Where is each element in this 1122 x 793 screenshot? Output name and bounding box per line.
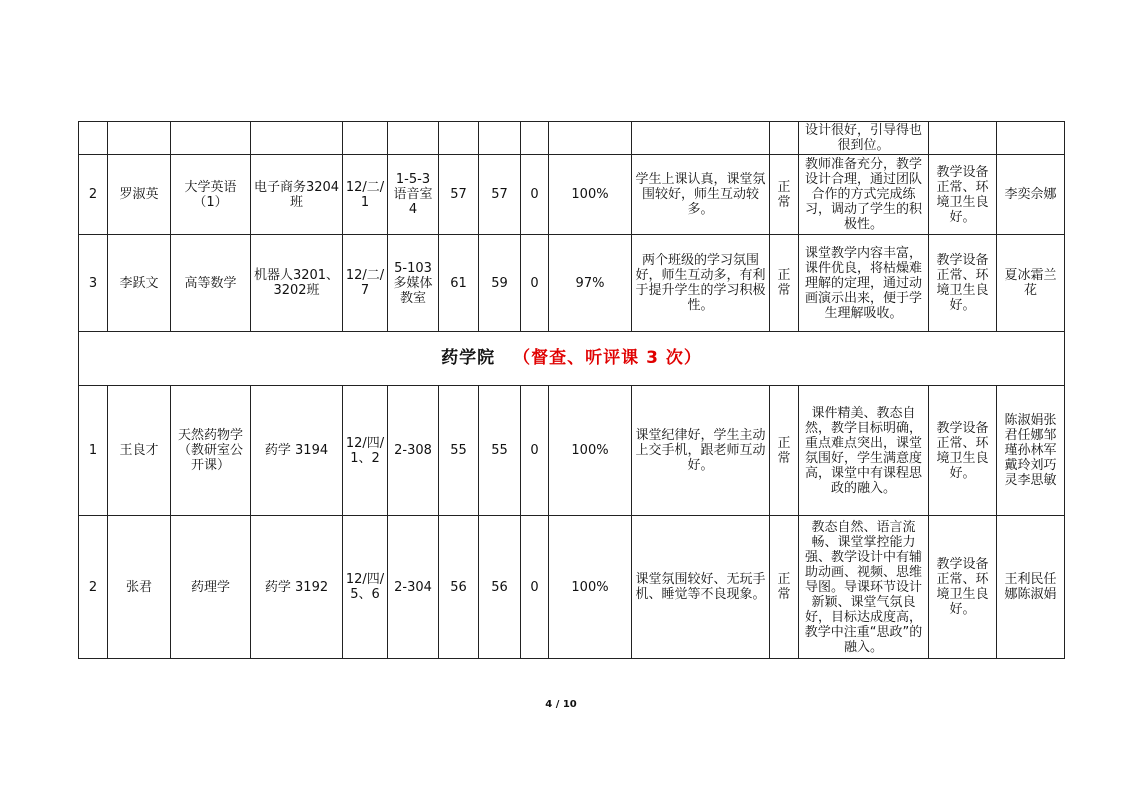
class-name: 药学 3194 bbox=[251, 386, 343, 516]
absent-count bbox=[521, 122, 549, 155]
row-number: 2 bbox=[79, 516, 108, 659]
table-row bbox=[79, 155, 1065, 235]
teacher-evaluation: 设计很好，引导得也很到位。 bbox=[799, 122, 929, 155]
absent-count: 0 bbox=[521, 155, 549, 235]
expected-count bbox=[439, 122, 479, 155]
actual-count: 59 bbox=[479, 235, 521, 332]
course-name: 药理学 bbox=[171, 516, 251, 659]
section-title: 药学院 bbox=[441, 347, 496, 368]
class-name: 机器人3201、3202班 bbox=[251, 235, 343, 332]
actual-count: 57 bbox=[479, 155, 521, 235]
supervisor-names: 夏冰霜兰花 bbox=[997, 235, 1065, 332]
class-time bbox=[343, 122, 388, 155]
class-name: 电子商务3204 班 bbox=[251, 155, 343, 235]
table-row bbox=[79, 516, 1065, 659]
section-header-row bbox=[79, 332, 1065, 386]
student-evaluation bbox=[632, 122, 770, 155]
environment-note: 教学设备正常、环境卫生良好。 bbox=[929, 155, 997, 235]
student-evaluation: 课堂纪律好，学生主动上交手机，跟老师互动好。 bbox=[632, 386, 770, 516]
teacher-evaluation: 课堂教学内容丰富，课件优良，将枯燥难理解的定理，通过动画演示出来，便于学生理解吸收。 bbox=[799, 235, 929, 332]
course-name: 天然药物学（教研室公开课） bbox=[171, 386, 251, 516]
expected-count: 55 bbox=[439, 386, 479, 516]
teacher-evaluation: 课件精美、教态自然，教学目标明确，重点难点突出，课堂氛围好，学生满意度高，课堂中有课程思政的融入。 bbox=[799, 386, 929, 516]
table-row bbox=[79, 235, 1065, 332]
environment-note: 教学设备正常、环境卫生良好。 bbox=[929, 386, 997, 516]
row-number: 1 bbox=[79, 386, 108, 516]
section-note: （督查、听评课 3 次） bbox=[513, 347, 702, 368]
row-number bbox=[79, 122, 108, 155]
section-header bbox=[79, 332, 1065, 386]
expected-count: 56 bbox=[439, 516, 479, 659]
actual-count: 55 bbox=[479, 386, 521, 516]
classroom: 2-308 bbox=[388, 386, 439, 516]
actual-count: 56 bbox=[479, 516, 521, 659]
environment-note: 教学设备正常、环境卫生良好。 bbox=[929, 235, 997, 332]
order-status: 正常 bbox=[770, 386, 799, 516]
table-row bbox=[79, 386, 1065, 516]
order-status bbox=[770, 122, 799, 155]
course-name: 大学英语（1） bbox=[171, 155, 251, 235]
classroom bbox=[388, 122, 439, 155]
order-status: 正常 bbox=[770, 235, 799, 332]
class-time: 12/四/1、2 bbox=[343, 386, 388, 516]
teacher-name: 李跃文 bbox=[108, 235, 171, 332]
row-number: 2 bbox=[79, 155, 108, 235]
classroom: 5-103多媒体教室 bbox=[388, 235, 439, 332]
actual-count bbox=[479, 122, 521, 155]
attendance-rate: 97% bbox=[549, 235, 632, 332]
absent-count: 0 bbox=[521, 386, 549, 516]
class-name: 药学 3192 bbox=[251, 516, 343, 659]
teacher-name bbox=[108, 122, 171, 155]
order-status: 正常 bbox=[770, 155, 799, 235]
classroom: 2-304 bbox=[388, 516, 439, 659]
environment-note bbox=[929, 122, 997, 155]
absent-count: 0 bbox=[521, 516, 549, 659]
class-name bbox=[251, 122, 343, 155]
classroom: 1-5-3语音室 4 bbox=[388, 155, 439, 235]
attendance-rate bbox=[549, 122, 632, 155]
teacher-name: 王良才 bbox=[108, 386, 171, 516]
absent-count: 0 bbox=[521, 235, 549, 332]
order-status: 正常 bbox=[770, 516, 799, 659]
attendance-rate: 100% bbox=[549, 155, 632, 235]
supervisor-names: 陈淑娟张君任娜邹瑾孙林军戴玲刘巧灵李思敏 bbox=[997, 386, 1065, 516]
supervisor-names: 李奕佘娜 bbox=[997, 155, 1065, 235]
expected-count: 57 bbox=[439, 155, 479, 235]
expected-count: 61 bbox=[439, 235, 479, 332]
row-number: 3 bbox=[79, 235, 108, 332]
class-time: 12/二/1 bbox=[343, 155, 388, 235]
environment-note: 教学设备正常、环境卫生良好。 bbox=[929, 516, 997, 659]
attendance-rate: 100% bbox=[549, 386, 632, 516]
teacher-evaluation: 教态自然、语言流畅、课堂掌控能力强、教学设计中有辅助动画、视频、思维导图。导课环节设计新颖、课堂气氛良好，目标达成度高，教学中注重“思政”的融入。 bbox=[799, 516, 929, 659]
class-time: 12/二/7 bbox=[343, 235, 388, 332]
class-time: 12/四/5、6 bbox=[343, 516, 388, 659]
supervisor-names: 王利民任娜陈淑娟 bbox=[997, 516, 1065, 659]
teacher-evaluation: 教师准备充分，教学设计合理，通过团队合作的方式完成练习，调动了学生的积极性。 bbox=[799, 155, 929, 235]
student-evaluation: 学生上课认真，课堂氛围较好，师生互动较多。 bbox=[632, 155, 770, 235]
teacher-name: 罗淑英 bbox=[108, 155, 171, 235]
table-row bbox=[79, 122, 1065, 155]
student-evaluation: 课堂氛围较好、无玩手机、睡觉等不良现象。 bbox=[632, 516, 770, 659]
inspection-table bbox=[78, 121, 1065, 659]
attendance-rate: 100% bbox=[549, 516, 632, 659]
page-number: 4 / 10 bbox=[545, 699, 577, 710]
student-evaluation: 两个班级的学习氛围好，师生互动多，有利于提升学生的学习积极性。 bbox=[632, 235, 770, 332]
course-name bbox=[171, 122, 251, 155]
course-name: 高等数学 bbox=[171, 235, 251, 332]
teacher-name: 张君 bbox=[108, 516, 171, 659]
supervisor-names bbox=[997, 122, 1065, 155]
